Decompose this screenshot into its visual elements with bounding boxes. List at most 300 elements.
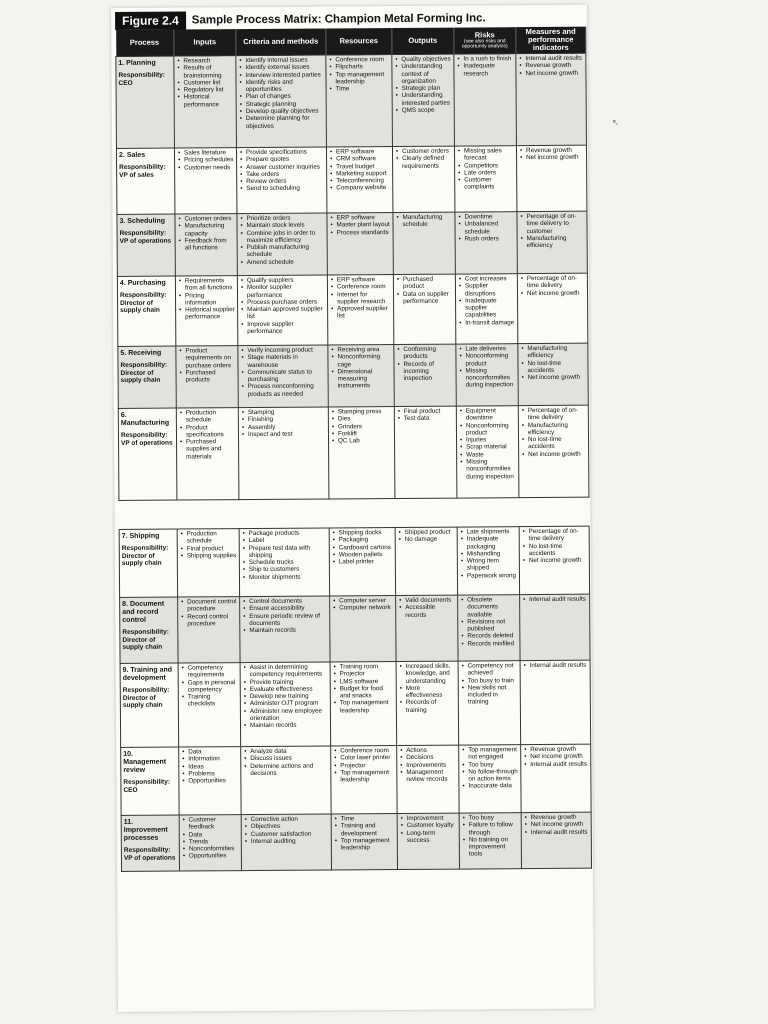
list-item: • Long-term success xyxy=(407,829,457,844)
list-item: • Production schedule xyxy=(186,409,236,424)
resources-cell xyxy=(328,407,395,499)
criteria-list xyxy=(244,816,329,846)
measures-cell xyxy=(516,53,587,145)
outputs-cell xyxy=(395,527,457,595)
measures-list xyxy=(520,275,585,297)
list-item: • Net income growth xyxy=(525,69,583,77)
list-item: • Master plant layout xyxy=(336,221,390,229)
resources-cell xyxy=(329,528,395,596)
risks-cell xyxy=(457,527,519,595)
list-item: • Strategic planning xyxy=(246,100,324,108)
risks-cell xyxy=(454,146,516,212)
list-item: • Cost increases xyxy=(465,275,515,283)
list-item: • Wooden pallets xyxy=(339,551,393,559)
outputs-list xyxy=(398,597,455,619)
outputs-cell xyxy=(396,661,459,745)
process-cell xyxy=(117,276,175,346)
outputs-list xyxy=(395,214,452,229)
outputs-cell xyxy=(397,745,459,813)
list-item: • Too busy xyxy=(468,761,518,769)
document-page xyxy=(111,5,594,1012)
risks-list xyxy=(457,213,514,243)
list-item: • Answer customer inquiries xyxy=(246,163,324,171)
list-item: • Mishandling xyxy=(467,550,517,558)
header-risks-note: (see also risks and opportunity analysis) xyxy=(461,37,508,50)
list-item: • No damage xyxy=(405,536,455,544)
list-item: • Prepare quotes xyxy=(246,156,324,164)
list-item: • Top management leadership xyxy=(335,71,389,86)
header-measures: Measures and performance indicators xyxy=(516,27,586,54)
outputs-list xyxy=(397,408,454,423)
list-item: • Teleconferencing xyxy=(336,177,390,185)
outputs-list xyxy=(396,346,453,383)
list-item: • Label xyxy=(249,537,327,545)
list-item: • Data xyxy=(189,831,239,839)
process-row xyxy=(119,526,589,597)
list-item: • New skills not included in training xyxy=(468,684,518,706)
criteria-list xyxy=(242,530,327,582)
list-item: • Records misfiled xyxy=(467,640,517,648)
resources-cell xyxy=(331,746,397,814)
process-responsibility: Responsibility: CEO xyxy=(118,71,166,87)
process-row xyxy=(121,744,591,815)
list-item: • Package products xyxy=(249,530,327,538)
criteria-cell xyxy=(236,147,326,214)
process-name: 9. Training and development xyxy=(122,666,173,682)
list-item: • Missing sales forecast xyxy=(464,147,514,162)
outputs-list xyxy=(394,56,451,115)
list-item: • Objectives xyxy=(251,823,329,831)
inputs-list xyxy=(176,57,233,108)
header-outputs: Outputs xyxy=(392,28,454,55)
list-item: • Shipped product xyxy=(405,529,455,537)
list-item: • No training on improvement tools xyxy=(469,836,519,858)
measures-cell xyxy=(517,273,587,343)
criteria-list xyxy=(243,664,328,730)
criteria-cell xyxy=(240,596,330,663)
process-row xyxy=(120,594,590,663)
list-item: • Unbalanced schedule xyxy=(464,220,514,235)
list-item: • Process purchase orders xyxy=(247,298,325,306)
list-item: • Manufacturing schedule xyxy=(402,214,452,229)
process-name: 5. Receiving xyxy=(120,349,162,357)
list-item: • Late deliveries xyxy=(465,345,515,353)
risks-cell xyxy=(459,745,521,813)
list-item: • Ensure accessibility xyxy=(249,605,327,613)
list-item: • Conference room xyxy=(340,747,394,755)
criteria-list xyxy=(243,748,328,778)
process-cell xyxy=(117,214,175,276)
list-item: • No follow-through on action items xyxy=(468,768,518,783)
list-item: • Product specifications xyxy=(186,424,236,439)
criteria-cell xyxy=(238,345,328,408)
list-item: • Downtime xyxy=(464,213,514,221)
list-item: • Review orders xyxy=(246,178,324,186)
list-item: • Valid documents xyxy=(405,597,455,605)
risks-list xyxy=(461,662,518,706)
list-item: • In-transit damage xyxy=(465,319,515,327)
process-responsibility: Responsibility: VP of operations xyxy=(119,229,172,245)
list-item: • Stage materials in warehouse xyxy=(247,354,325,369)
list-item: • Develop quality objectives xyxy=(246,108,324,116)
list-item: • Gaps in personal competency xyxy=(188,679,238,694)
list-item: • Identify external issues xyxy=(245,64,323,72)
inputs-list xyxy=(177,215,234,252)
list-item: • Net income growth xyxy=(528,450,586,458)
header-resources: Resources xyxy=(326,28,392,55)
list-item: • Revenue growth xyxy=(525,62,583,70)
list-item: • Sales literature xyxy=(184,149,234,157)
resources-cell xyxy=(330,596,396,662)
list-item: • Prepare test data with shipping xyxy=(249,544,327,559)
criteria-cell xyxy=(241,746,331,815)
resources-list xyxy=(332,597,393,612)
list-item: • Customer list xyxy=(184,79,234,87)
criteria-list xyxy=(238,57,324,131)
inputs-list xyxy=(177,149,234,171)
risks-list xyxy=(456,55,513,77)
outputs-cell xyxy=(393,274,455,344)
list-item: • Budget for food and snacks xyxy=(340,685,394,700)
list-item: • Process standards xyxy=(337,229,391,237)
outputs-list xyxy=(398,529,455,544)
risks-list xyxy=(460,596,517,647)
inputs-list xyxy=(182,816,239,860)
list-item: • Conference room xyxy=(335,56,389,64)
list-item: • Evaluate effectiveness xyxy=(250,685,328,693)
risks-cell xyxy=(454,54,517,146)
list-item: • Color laser printer xyxy=(340,754,394,762)
list-item: • Quality objectives xyxy=(401,56,451,64)
list-item: • Nonconforming cage xyxy=(337,353,391,368)
resources-cell xyxy=(331,814,397,870)
list-item: • CRM software xyxy=(336,155,390,163)
list-item: • Regulatory list xyxy=(184,86,234,94)
list-item: • Ship to customers xyxy=(249,566,327,574)
outputs-cell xyxy=(394,344,456,406)
process-row xyxy=(118,405,589,500)
list-item: • Customer complaints xyxy=(464,176,514,191)
list-item: • Equipment downtime xyxy=(466,407,516,422)
margin-mark: ↖ xyxy=(612,118,619,127)
resources-cell xyxy=(330,662,397,746)
risks-list xyxy=(458,275,515,326)
process-matrix-table xyxy=(115,27,592,872)
list-item: • Revenue growth xyxy=(526,147,584,155)
list-item: • No lost-time accidents xyxy=(528,436,586,451)
list-item: • Wrong item shipped xyxy=(467,557,517,572)
process-cell xyxy=(116,148,174,214)
resources-cell xyxy=(326,55,393,147)
measures-list xyxy=(523,746,588,768)
process-responsibility: Responsibility: VP of operations xyxy=(123,846,176,862)
process-cell xyxy=(120,663,179,747)
list-item: • Internal audit results xyxy=(529,596,587,604)
list-item: • Maintain stock levels xyxy=(246,222,324,230)
resources-list xyxy=(334,815,395,852)
process-responsibility: Responsibility: Director of supply chain xyxy=(122,686,170,709)
list-item: • Time xyxy=(341,815,395,823)
process-name: 8. Document and record control xyxy=(122,600,165,624)
outputs-cell xyxy=(392,54,455,146)
list-item: • Identify internal issues xyxy=(245,57,323,65)
list-item: • Ideas xyxy=(188,763,238,771)
list-item: • Receiving area xyxy=(337,346,391,354)
process-responsibility: Responsibility: Director of supply chain xyxy=(120,361,168,384)
list-item: • Understanding interested parties xyxy=(402,92,452,107)
list-item: • Monitor supplier performance xyxy=(247,284,325,299)
list-item: • Supplier disruptions xyxy=(465,282,515,297)
list-item: • Clearly defined requirements xyxy=(402,155,452,170)
list-item: • Percentage of on-time delivery xyxy=(527,275,585,290)
list-item: • Net income growth xyxy=(529,557,587,565)
list-item: • Control documents xyxy=(249,598,327,606)
list-item: • Understanding context of organization xyxy=(401,63,451,85)
inputs-cell xyxy=(176,408,239,500)
resources-cell xyxy=(326,147,392,213)
resources-list xyxy=(333,663,394,715)
process-cell xyxy=(118,346,176,408)
criteria-cell xyxy=(240,662,331,747)
criteria-list xyxy=(240,277,325,336)
list-item: • Provide training xyxy=(250,678,328,686)
list-item: • Obsolete documents available xyxy=(467,596,517,618)
list-item: • Customer loyalty xyxy=(407,822,457,830)
list-item: • Research xyxy=(183,57,233,65)
process-row xyxy=(118,343,588,408)
process-responsibility: Responsibility: CEO xyxy=(123,778,171,794)
inputs-list xyxy=(181,664,238,708)
measures-cell xyxy=(521,812,591,868)
process-row xyxy=(116,145,586,214)
list-item: • Process nonconforming products as needed xyxy=(248,383,326,398)
inputs-cell xyxy=(178,597,240,663)
resources-cell xyxy=(327,213,393,275)
list-item: • Requirements from all functions xyxy=(185,277,235,292)
measures-list xyxy=(523,662,588,670)
list-item: • Amend schedule xyxy=(247,258,325,266)
measures-cell xyxy=(521,744,591,812)
measures-cell xyxy=(518,405,589,497)
list-item: • Take orders xyxy=(246,170,324,178)
list-item: • Combine jobs in order to maximize efficiency xyxy=(247,229,325,244)
list-item: • Time xyxy=(336,85,390,93)
list-item: • Final product xyxy=(404,408,454,416)
outputs-list xyxy=(400,815,457,845)
table-body xyxy=(116,53,592,871)
list-item: • Grinders xyxy=(338,423,392,431)
measures-list xyxy=(519,147,584,162)
list-item: • Qualify suppliers xyxy=(247,277,325,285)
list-item: • Internal audit results xyxy=(530,760,588,768)
process-name: 2. Sales xyxy=(119,151,146,159)
process-cell xyxy=(119,529,177,597)
list-item: • Nonconforming product xyxy=(465,352,515,367)
list-item: • Nonconforming product xyxy=(466,422,516,437)
list-item: • Net income growth xyxy=(530,753,588,761)
list-item: • ERP software xyxy=(337,276,391,284)
list-item: • Travel budget xyxy=(336,163,390,171)
measures-list xyxy=(520,345,585,382)
resources-list xyxy=(329,148,390,192)
list-item: • Percentage of on-time delivery xyxy=(528,407,586,422)
list-item: • Inadequate packaging xyxy=(467,535,517,550)
list-item: • Manufacturing efficiency xyxy=(528,421,586,436)
criteria-cell xyxy=(239,528,329,597)
list-item: • Late shipments xyxy=(467,528,517,536)
list-item: • Monitor shipments xyxy=(249,573,327,581)
inputs-cell xyxy=(179,815,241,871)
resources-cell xyxy=(328,345,394,407)
list-item: • In a rush to finish xyxy=(463,55,513,63)
list-item: • Net income growth xyxy=(527,289,585,297)
list-item: • Customer satisfaction xyxy=(251,830,329,838)
measures-list xyxy=(518,55,583,77)
criteria-cell xyxy=(237,213,327,276)
list-item: • LMS software xyxy=(340,678,394,686)
list-item: • Internal auditing xyxy=(251,837,329,845)
list-item: • Packaging xyxy=(339,536,393,544)
list-item: • Top management not engaged xyxy=(468,746,518,761)
resources-list xyxy=(330,346,391,390)
measures-cell xyxy=(517,211,587,273)
measures-list xyxy=(521,407,586,459)
criteria-cell xyxy=(241,814,331,871)
list-item: • No lost-time accidents xyxy=(527,359,585,374)
list-item: • Percentage of on-time delivery xyxy=(529,528,587,543)
list-item: • Pricing information xyxy=(185,292,235,307)
list-item: • Communicate status to purchasing xyxy=(248,368,326,383)
risks-list xyxy=(461,746,518,790)
process-row xyxy=(117,211,587,276)
criteria-cell xyxy=(238,407,329,500)
list-item: • Document control procedure xyxy=(187,598,237,613)
list-item: • Test data xyxy=(404,415,454,423)
list-item: • Conforming products xyxy=(403,346,453,361)
criteria-list xyxy=(242,598,327,635)
list-item: • Customer orders xyxy=(402,148,452,156)
process-row xyxy=(121,812,591,871)
resources-list xyxy=(330,276,391,320)
inputs-cell xyxy=(179,747,241,815)
outputs-cell xyxy=(394,406,457,498)
list-item: • Inadequate research xyxy=(463,62,513,77)
list-item: • Computer network xyxy=(339,604,393,612)
measures-cell xyxy=(516,145,586,211)
list-item: • Administer OJT program xyxy=(250,700,328,708)
list-item: • Records of training xyxy=(406,699,456,714)
list-item: • Actions xyxy=(406,747,456,755)
process-responsibility: Responsibility: Director of supply chain xyxy=(121,544,169,567)
process-cell xyxy=(121,747,179,815)
list-item: • Product requirements on purchase orders xyxy=(185,347,235,369)
measures-list xyxy=(524,814,589,836)
list-item: • Maintain records xyxy=(250,722,328,730)
list-item: • Missing nonconformities during inspection xyxy=(466,367,516,389)
list-item: • Internal audit results xyxy=(531,828,589,836)
inputs-list xyxy=(180,598,237,628)
inputs-cell xyxy=(176,346,238,408)
list-item: • Inspect and test xyxy=(248,430,326,438)
outputs-cell xyxy=(392,146,454,212)
list-item: • Results of brainstorming xyxy=(183,64,233,79)
list-item: • QMS scope xyxy=(402,107,452,115)
list-item: • Inadequate supplier capabilities xyxy=(465,297,515,319)
list-item: • Interview interested parties xyxy=(245,71,323,79)
list-item: • Revisions not published xyxy=(467,618,517,633)
list-item: • Top management leadership xyxy=(341,837,395,852)
measures-cell xyxy=(520,660,591,744)
list-item: • Internal audit results xyxy=(525,55,583,63)
list-item: • ERP software xyxy=(336,148,390,156)
list-item: • Schedule trucks xyxy=(249,559,327,567)
list-item: • Discuss issues xyxy=(250,755,328,763)
list-item: • Revenue growth xyxy=(530,746,588,754)
risks-list xyxy=(457,147,514,191)
list-item: • Improvements xyxy=(406,761,456,769)
list-item: • Historical performance xyxy=(184,94,234,109)
process-row xyxy=(116,53,587,148)
list-item: • Purchased product xyxy=(403,276,453,291)
header-risks xyxy=(454,27,516,54)
list-item: • Records deleted xyxy=(467,633,517,641)
list-item: • Stamping press xyxy=(338,408,392,416)
risks-list xyxy=(459,407,517,480)
list-item: • Top management leadership xyxy=(340,769,394,784)
list-item: • Data xyxy=(188,748,238,756)
process-name: 10. Management review xyxy=(123,750,167,774)
list-item: • Corrective action xyxy=(251,816,329,824)
header-inputs: Inputs xyxy=(174,29,236,56)
list-item: • Purchased products xyxy=(186,369,236,384)
list-item: • Determine actions and decisions xyxy=(250,762,328,777)
list-item: • Top management leadership xyxy=(340,700,394,715)
figure-label: Figure 2.4 xyxy=(115,11,186,29)
risks-cell xyxy=(456,406,519,498)
inputs-list xyxy=(181,748,238,785)
inputs-list xyxy=(179,409,236,460)
list-item: • Competitors xyxy=(464,162,514,170)
row-spacer xyxy=(119,497,589,529)
process-row xyxy=(117,273,587,346)
outputs-list xyxy=(399,747,456,784)
process-name: 3. Scheduling xyxy=(119,217,166,225)
list-item: • Records of incoming inspection xyxy=(403,360,453,382)
process-cell xyxy=(116,56,175,148)
outputs-cell xyxy=(396,595,458,661)
list-item: • Customer orders xyxy=(184,215,234,223)
list-item: • Prioritize orders xyxy=(246,215,324,223)
list-item: • Opportunities xyxy=(188,777,238,785)
list-item: • Too busy xyxy=(469,814,519,822)
measures-cell xyxy=(518,343,588,405)
outputs-list xyxy=(395,148,452,170)
list-item: • ERP software xyxy=(336,214,390,222)
list-item: • Conference room xyxy=(337,283,391,291)
list-item: • Internal audit results xyxy=(530,662,588,670)
process-responsibility: Responsibility: VP of sales xyxy=(119,163,166,179)
list-item: • Manufacturing efficiency xyxy=(527,345,585,360)
list-item: • No lost-time accidents xyxy=(529,542,587,557)
list-item: • Pricing schedules xyxy=(184,156,234,164)
resources-list xyxy=(333,747,394,784)
criteria-cell xyxy=(237,275,327,346)
list-item: • Historical supplier performance xyxy=(185,306,235,321)
list-item: • Nonconformities xyxy=(189,845,239,853)
outputs-cell xyxy=(393,212,455,274)
list-item: • Late orders xyxy=(464,169,514,177)
list-item: • Verify incoming product xyxy=(247,347,325,355)
